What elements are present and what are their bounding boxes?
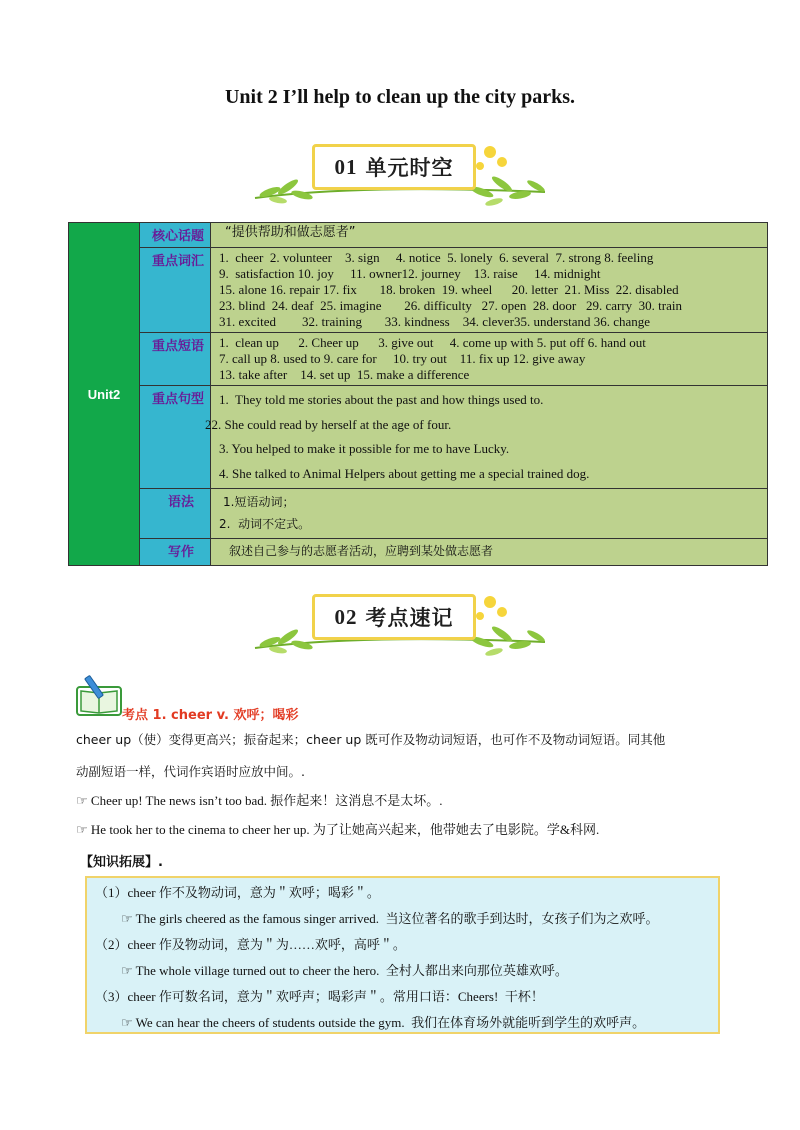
content-line: 3. You helped to make it possible for me to have Lucky. [219, 441, 510, 456]
page-title: Unit 2 I’ll help to clean up the city parks. [224, 86, 576, 108]
extension-example: ☞ The girls cheered as the famous singer arrived. 当这位著名的歌手到达时，女孩子们为之欢呼。 [121, 911, 659, 926]
content-line: 9. satisfaction 10. joy 11. owner12. journey 13. raise 14. midnight [219, 266, 601, 281]
extension-title: 【知识拓展】. [80, 855, 163, 870]
row-label-sentences: 重点句型 [140, 386, 211, 489]
row-content-vocab [211, 248, 768, 333]
extension-line: （3）cheer 作可数名词，意为＂欢呼声；喝彩声＂。常用口语：Cheers! 干杯！ [95, 989, 544, 1004]
row-label-phrases: 重点短语 [140, 333, 211, 386]
row-content-phrases [211, 333, 768, 386]
row-content-grammar [211, 489, 768, 539]
content-line: 15. alone 16. repair 17. fix 18. broken 19. wheel 20. letter 21. Miss 22. disabled [219, 282, 679, 297]
content-line: 23. blind 24. deaf 25. imagine 26. difficulty 27. open 28. door 29. carry 30. train [219, 298, 682, 313]
row-label-vocab: 重点词汇 [140, 248, 211, 333]
section-number: 02 [334, 604, 358, 629]
section-number: 01 [334, 154, 358, 179]
section-label: 单元时空 [365, 156, 454, 180]
section-banner-02 [250, 590, 550, 658]
content-line: 22. She could read by herself at the age of four. [205, 416, 452, 432]
content-line: 叙述自己参与的志愿者活动，应聘到某处做志愿者 [229, 544, 494, 558]
row-label-writing: 写作 [140, 539, 211, 566]
row-label-grammar: 语法 [140, 489, 211, 539]
content-line: 1.短语动词； [223, 495, 295, 509]
content-line: 2. 动词不定式。 [219, 517, 311, 531]
content-line: 7. call up 8. used to 9. care for 10. try out 11. fix up 12. give away [219, 351, 586, 366]
section-heading [312, 594, 476, 640]
row-content-topic [211, 223, 768, 248]
content-line: 13. take after 14. set up 15. make a difference [219, 367, 470, 382]
unit-cell: Unit2 [69, 223, 140, 566]
content-line: 4. She talked to Animal Helpers about getting me a special trained dog. [219, 465, 590, 481]
content-line: “提供帮助和做志愿者” [225, 225, 356, 240]
section-label: 考点速记 [365, 606, 454, 630]
content-line: 1. clean up 2. Cheer up 3. give out 4. come up with 5. put off 6. hand out [219, 335, 646, 350]
extension-example: ☞ The whole village turned out to cheer the hero. 全村人都出来向那位英雄欢呼。 [121, 963, 568, 978]
point-explanation-line-2: 动副短语一样，代词作宾语时应放中间。. [76, 764, 305, 779]
row-content-sentences [205, 386, 768, 489]
section-heading [312, 144, 476, 190]
extension-line: （2）cheer 作及物动词，意为＂为……欢呼，高呼＂。 [95, 937, 406, 952]
extension-line: （1）cheer 作不及物动词，意为＂欢呼；喝彩＂。 [95, 885, 380, 900]
row-content-writing [211, 539, 768, 566]
book-pencil-icon [75, 673, 123, 717]
example-sentence: ☞ He took her to the cinema to cheer her up. 为了让她高兴起来，他带她去了电影院。学&科网. [76, 822, 600, 837]
unit-summary-table [68, 222, 768, 566]
content-line: 31. excited 32. training 33. kindness 34. clever35. understand 36. change [219, 314, 651, 329]
section-banner-01 [250, 140, 550, 208]
extension-example: ☞ We can hear the cheers of students outside the gym. 我们在体育场外就能听到学生的欢呼声。 [121, 1015, 646, 1030]
example-sentence: ☞ Cheer up! The news isn’t too bad. 振作起来！这消息不是太坏。. [76, 793, 443, 808]
point-title: 考点 1. cheer v. 欢呼；喝彩 [122, 708, 299, 723]
extension-box [85, 876, 720, 1034]
point-explanation-line-1: cheer up（使）变得更高兴；振奋起来；cheer up 既可作及物动词短语，也可作不及物动词短语。同其他 [76, 732, 666, 747]
content-line: 1. They told me stories about the past and how things used to. [219, 392, 544, 407]
row-label-topic: 核心话题 [140, 223, 211, 248]
content-line: 1. cheer 2. volunteer 3. sign 4. notice 5. lonely 6. several 7. strong 8. feeling [219, 250, 654, 265]
